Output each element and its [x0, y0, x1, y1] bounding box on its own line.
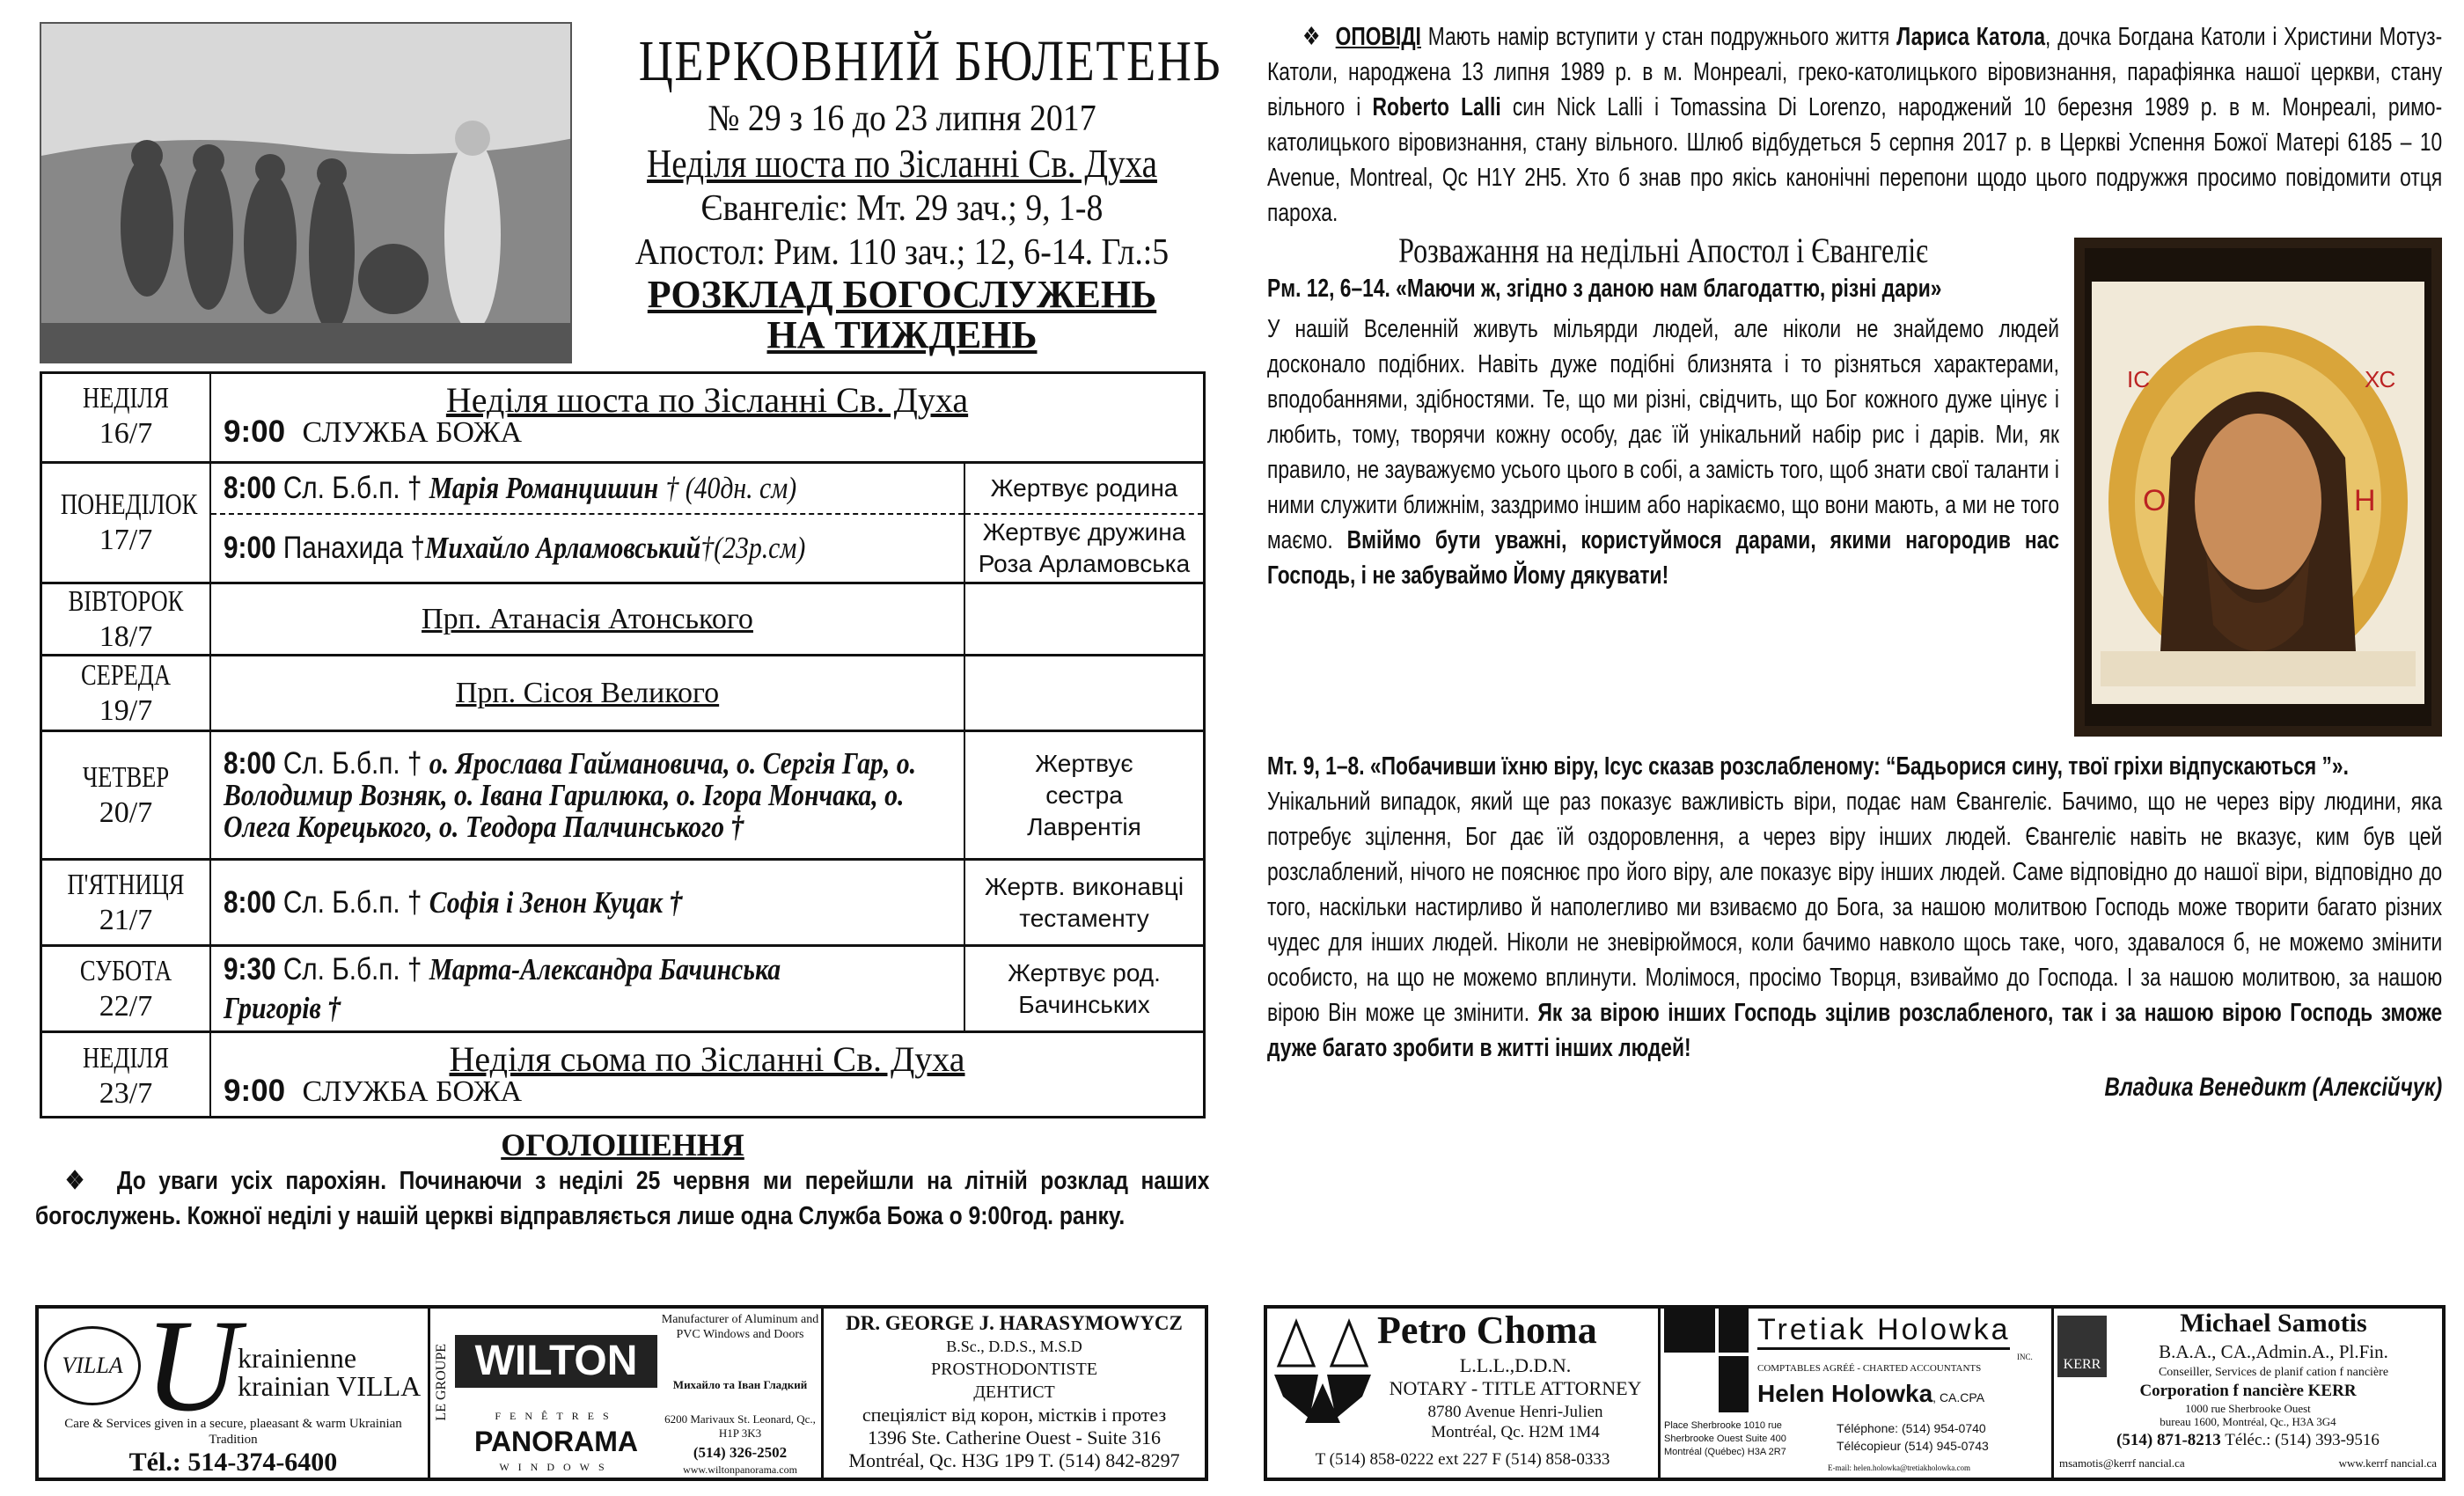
- dentist-title: PROSTHODONTISTE: [931, 1360, 1097, 1379]
- ads-left: [35, 1305, 1208, 1481]
- day-name: ПОНЕДІЛОК: [60, 488, 198, 521]
- matthew-meditation: [1267, 737, 2442, 1066]
- service-cell: [211, 656, 964, 730]
- choma-address: 8780 Avenue Henri-Julien: [1427, 1403, 1603, 1421]
- issue-number: № 29 з 16 до 23 липня 2017: [708, 99, 1096, 139]
- choma-phone: T (514) 858-0222 ext 227 F (514) 858-0333: [1315, 1450, 1610, 1469]
- romans-body: У нашій Вселенній живуть мільярди людей, але ніколи не знайдемо людей досконало подібних. Навіть дуже подібні близнята і то різняться характерами, вподобаннями, здібностями. Те, що ми різні, свідчить, що Бог кожного дуже цінує і любить, тому, творячи кожну особу, дає їй унікальний набір рис і дарів. Ми, як правило, не зауважуємо усього цього в собі, а замість того, щоб знати свої таланти і ними служити ближнім, заздримо іншим або нарікаємо, що вони мають, а ми не того маємо.: [1267, 315, 2059, 554]
- groom-name: Roberto Lalli: [1372, 93, 1501, 121]
- service-cell: [211, 1033, 1203, 1118]
- kerr-address: bureau 1600, Montréal, Qc., H3A 3G4: [2160, 1415, 2336, 1428]
- schedule-row: [42, 944, 1203, 1030]
- signature: Владика Венедикт (Алексійчук): [2104, 1073, 2443, 1102]
- matthew-conclusion: Як за вірою інших Господь зцілив розслабленого, так і за нашою вірою Господь зможе дуже багато зробити в житті інших людей!: [1267, 999, 2443, 1062]
- service-time: 8:00: [224, 884, 276, 920]
- schedule-row: [42, 582, 1203, 654]
- villa-tagline: Care & Services given in a secure, plaeasant & warm Ukrainian Tradition: [64, 1417, 402, 1447]
- tretiak-subtitle: COMPTABLES AGRÉÉ - CHARTED ACCOUNTANTS: [1757, 1363, 1982, 1374]
- villa-logo-text: VILLA: [44, 1326, 141, 1405]
- christ-icon-image: [2074, 238, 2442, 737]
- ad-wilton-panorama: [430, 1309, 824, 1478]
- feast-title: Прп. Сісоя Великого: [455, 676, 720, 709]
- kerr-corporation: Corporation f nancière KERR: [2139, 1382, 2357, 1400]
- donor-cell: [964, 656, 1203, 730]
- donor-cell: [964, 861, 1203, 944]
- service-time: 9:00: [224, 531, 276, 565]
- tretiak-name: Tretiak Holowka: [1757, 1312, 2010, 1350]
- banns-text: , дочка Богдана Католи і Христини Мотуз-Католи, народжена 13 липня 1989 р. в м. Монреалі, греко-католицького віровизнання, парафіянка нашої церкви, стану вільного і: [1267, 23, 2443, 121]
- day-name: ВІВТОРОК: [68, 584, 184, 618]
- kerr-logo: KERR: [2057, 1316, 2107, 1377]
- wilton-address: 6200 Marivaux St. Leonard, Qc., H1P 3K3: [664, 1412, 816, 1440]
- kerr-email: msamotis@kerrf nancial.ca: [2059, 1456, 2185, 1470]
- gospel-reading: Євангеліє: Мт. 29 зач.; 9, 1-8: [700, 188, 1104, 229]
- icon-letter: ІС: [2127, 366, 2150, 392]
- tretiak-credentials: , CA.CPA: [1932, 1390, 1985, 1404]
- tretiak-fax: Télécopieur (514) 945-0743: [1837, 1439, 1989, 1453]
- villa-phone: Tél.: 514-374-6400: [128, 1448, 338, 1477]
- day-cell: [42, 656, 211, 730]
- service-cell: [211, 947, 964, 1030]
- day-cell: [42, 584, 211, 654]
- service-time: 8:00: [224, 471, 276, 505]
- matthew-heading: Мт. 9, 1–8. «Побачивши їхню віру, Ісус сказав розслабленому: “Бадьорися сину, твої гріхи відпускаються ”».: [1267, 752, 2349, 781]
- intention-name: Софія і Зенон Куцак †: [429, 884, 683, 920]
- tretiak-person: Helen Holowka: [1757, 1380, 1933, 1407]
- wilton-website: www.wiltonpanorama.com: [683, 1463, 797, 1476]
- tretiak-phone: Téléphone: (514) 954-0740: [1837, 1421, 1986, 1435]
- intention-name: о. Ярослава Гаймановича, о. Сергія Гар, о. Володимир Возняк, о. Івана Гарилюка, о. Ігора Мончака, о. Олега Корецького, о. Теодора Палчинського †: [224, 745, 917, 844]
- gospel-engraving-image: [40, 22, 572, 363]
- day-cell: [42, 464, 211, 582]
- choma-city: Montréal, Qc. H2M 1M4: [1431, 1423, 1600, 1441]
- bulletin-header: [581, 26, 1223, 356]
- dentist-title-uk: ДЕНТИСТ: [973, 1382, 1055, 1402]
- day-date: 19/7: [99, 693, 153, 727]
- day-date: 23/7: [99, 1076, 153, 1110]
- schedule-row: [42, 1030, 1203, 1118]
- choma-name: Petro Choma: [1377, 1309, 1597, 1352]
- feast-title: Прп. Атанасія Атонського: [422, 602, 753, 635]
- day-date: 22/7: [99, 989, 153, 1023]
- kerr-name: Michael Samotis: [2180, 1309, 2367, 1338]
- romans-heading: Рм. 12, 6–14. «Маючи ж, згідно з даною нам благодаттю, різні дари»: [1267, 275, 1942, 303]
- intention-note: †(23р.см): [700, 531, 806, 565]
- day-name: ЧЕТВЕР: [82, 760, 170, 794]
- matthew-text: [1267, 784, 2442, 1066]
- schedule-row: [42, 461, 1203, 582]
- day-name: СУБОТА: [79, 954, 172, 987]
- day-date: 16/7: [99, 417, 153, 450]
- villa-line: krainian VILLA: [238, 1370, 422, 1402]
- service-name: Сл. Б.б.п. †: [282, 745, 422, 781]
- wilton-description: Manufacturer of Aluminum and PVC Windows and Doors: [661, 1313, 819, 1341]
- kerr-role: Conseiller, Services de planif cation f nancière: [2158, 1366, 2389, 1379]
- service-time: 9:00: [224, 1074, 286, 1108]
- tretiak-logo-icon: [1664, 1309, 1749, 1412]
- service-cell: [211, 861, 964, 944]
- schedule-row: [42, 654, 1203, 730]
- apostle-reading: Апостол: Рим. 110 зач.; 12, 6-14. Гл.:5: [634, 232, 1170, 273]
- service-cell: [211, 732, 964, 858]
- dentist-specialty: спеціяліст від корон, містків і протез: [862, 1404, 1167, 1426]
- weekly-schedule-table: [40, 371, 1206, 1118]
- day-cell: [42, 861, 211, 944]
- donor-text: Жертв. виконавці тестаменту: [984, 872, 1184, 932]
- announcement-text: [35, 1163, 1210, 1234]
- ad-michael-samotis: [2054, 1309, 2442, 1478]
- service-name: Сл. Б.б.п. †: [282, 471, 422, 505]
- tretiak-inc: INC.: [2017, 1353, 2033, 1361]
- service-cell: [211, 371, 1203, 461]
- day-date: 17/7: [99, 524, 153, 556]
- schedule-title: РОЗКЛАД БОГОСЛУЖЕНЬ НА ТИЖДЕНЬ: [647, 273, 1157, 356]
- intention-name: Михайло Арламовський: [424, 531, 701, 565]
- day-cell: [42, 371, 211, 461]
- service-name: Сл. Б.б.п. †: [282, 884, 422, 920]
- donor-cell: [964, 584, 1203, 654]
- service-cell: [211, 584, 964, 654]
- intention-note: † (40дн. см): [665, 471, 797, 505]
- feast-title: Неділя сьома по Зісланні Св. Духа: [449, 1039, 965, 1079]
- announcement-body: До уваги усіх парохіян. Починаючи з неділі 25 червня ми перейшли на літній розклад наших богослужень. Кожної неділі у нашій церкві відправляється лише одна Служба Божа о 9:00год. ранку.: [35, 1167, 1210, 1230]
- bullet-icon: ❖: [65, 1167, 92, 1195]
- day-name: П'ЯТНИЦЯ: [67, 868, 185, 901]
- donor-text: Жертвує родина: [965, 464, 1203, 515]
- scales-icon: [1274, 1317, 1371, 1432]
- matthew-body: Унікальний випадок, який ще раз показує важливість віри, подає нам Євангеліє. Бачимо, що не через віру людини, яка потребує зцілення, Бог дає їй оздоровлення, а через віру інших людей. Євангеліє навіть не вказує, ким був цей розслаблений, нічого не пояснює про його віру, але показує віру інших людей. Саме відповідно до нашої віри, відповідно до того, наскільки настирливо й наполегливо ми взиваємо до Бога, за нашою молитвою Господь може творити багато різних чудес для інших людей. Ніколи не зневірюймося, коли бачимо навколо щось таке, чого, здавалося б, не можемо змінити особисто, на що не можемо вплинути. Молімося, просімо Творця, взиваймо до Господа. І за нашою молитвою, за нашою вірою Він може це змінити.: [1267, 788, 2443, 1027]
- day-cell: [42, 947, 211, 1030]
- service-time: 8:00: [224, 745, 276, 781]
- donor-text: Жертвує дружина Роза Арламовська: [978, 518, 1191, 577]
- wilton-phone: (514) 326-2502: [693, 1444, 788, 1461]
- romans-conclusion: Вміймо бути уважні, користуймося дарами, якими нагородив нас Господь, і не забуваймо Йому дякувати!: [1267, 526, 2059, 590]
- dentist-degrees: B.Sc., D.D.S., M.S.D: [946, 1338, 1082, 1355]
- intention-name: Марта-Александра Бачинська Григорів †: [224, 951, 781, 1025]
- service-name: СЛУЖБА БОЖА: [302, 415, 523, 449]
- day-name: СЕРЕДА: [80, 658, 172, 692]
- villa-u-logo: U: [144, 1309, 240, 1439]
- donor-cell: [964, 464, 1203, 582]
- kerr-website: www.kerrf nancial.ca: [2338, 1456, 2437, 1470]
- villa-line: krainienne: [238, 1342, 357, 1374]
- tretiak-address: Place Sherbrooke 1010 rue Sherbrooke Ouest Suite 400 Montréal (Québec) H3A 2R7: [1664, 1420, 1786, 1457]
- bride-name: Лариса Катола: [1896, 23, 2046, 51]
- day-date: 20/7: [99, 796, 153, 829]
- announcements-title: ОГОЛОШЕННЯ: [501, 1127, 744, 1162]
- icon-letter: О: [2143, 484, 2167, 517]
- bulletin-title: ЦЕРКОВНИЙ БЮЛЕТЕНЬ: [638, 29, 1222, 93]
- banns-label: ОПОВІДІ: [1335, 23, 1421, 51]
- icon-letter: ХС: [2365, 366, 2396, 392]
- day-name: НЕДІЛЯ: [83, 1041, 169, 1074]
- kerr-address: 1000 rue Sherbrooke Ouest: [2185, 1402, 2311, 1415]
- ad-tretiak-holowka: [1661, 1309, 2054, 1478]
- banns-text: син Nick Lalli і Tomassina Di Lorenzo, народжений 10 березня 1989 р. в м. Монреалі, римо-католицького віровизнання, стану вільного. Шлюб відбудеться 5 серпня 2017 р. в Церкві Успення Божої Матері 6185 – 10 Avenue, Montreal, Qc H1Y 2H5. Хто б знав про якісь канонічні перепони щодо цього подружжя просимо повідомити отця пароха.: [1267, 93, 2443, 227]
- wilton-owners: Михайло та Іван Гладкий: [672, 1378, 808, 1391]
- schedule-row: [42, 730, 1203, 858]
- wilton-fenetres: FENÊTRES: [495, 1410, 618, 1422]
- service-name: СЛУЖБА БОЖА: [302, 1075, 523, 1108]
- donor-cell: [964, 732, 1203, 858]
- marriage-banns: [1267, 19, 2442, 231]
- dentist-city-phone: Montréal, Qc. H3G 1P9 T. (514) 842-8297: [848, 1449, 1180, 1471]
- day-date: 18/7: [99, 620, 153, 653]
- bullet-icon: ❖: [1302, 23, 1322, 51]
- day-cell: [42, 1033, 211, 1118]
- icon-letter: Н: [2354, 484, 2376, 517]
- service-cell: [211, 464, 964, 582]
- tretiak-email: E-mail: helen.holowka@tretiakholowka.com: [1828, 1463, 1970, 1472]
- ad-dentist: [824, 1309, 1205, 1478]
- dentist-address: 1396 Ste. Catherine Ouest - Suite 316: [867, 1426, 1161, 1448]
- choma-title: NOTARY - TITLE ATTORNEY: [1389, 1377, 1642, 1399]
- intention-name: Марія Романцишин: [429, 471, 659, 505]
- ads-right: [1264, 1305, 2446, 1481]
- schedule-row: [42, 858, 1203, 944]
- feast-title: Неділя шоста по Зісланні Св. Духа: [445, 379, 969, 420]
- donor-text: Жертвує сестра Лаврентія: [1027, 749, 1141, 840]
- ad-petro-choma: [1267, 1309, 1661, 1478]
- wilton-panorama: PANORAMA: [473, 1426, 639, 1457]
- kerr-phone: (514) 871-8213: [2116, 1431, 2221, 1449]
- kerr-degrees: B.A.A., CA.,Admin.A., Pl.Fin.: [2159, 1341, 2388, 1362]
- wilton-group-text: LE GROUPE: [434, 1344, 449, 1421]
- wilton-windows: WINDOWS: [499, 1461, 613, 1473]
- meditation-title: Розважання на недільні Апостол і Євангеліє: [1398, 231, 1928, 270]
- banns-text: Мають намір вступити у стан подружнього життя: [1420, 23, 1897, 51]
- donor-text: Жертвує род. Бачинських: [1008, 958, 1161, 1018]
- kerr-fax: Téléc.: (514) 393-9516: [2225, 1431, 2380, 1449]
- dentist-name: DR. GEORGE J. HARASYMOWYCZ: [846, 1312, 1183, 1334]
- ad-ukrainian-villa: [39, 1309, 430, 1478]
- day-name: НЕДІЛЯ: [83, 382, 169, 414]
- day-date: 21/7: [99, 903, 153, 936]
- schedule-row: [42, 371, 1203, 461]
- wilton-logo: WILTON: [455, 1335, 657, 1388]
- donor-cell: [964, 947, 1203, 1030]
- sunday-title: Неділя шоста по Зісланні Св. Духа: [647, 141, 1157, 186]
- service-time: 9:30: [224, 951, 276, 986]
- day-cell: [42, 732, 211, 858]
- service-time: 9:00: [224, 414, 286, 449]
- service-name: Сл. Б.б.п. †: [282, 951, 422, 986]
- choma-degrees: L.L.L.,D.D.N.: [1459, 1354, 1572, 1376]
- service-name: Панахида †: [282, 531, 425, 565]
